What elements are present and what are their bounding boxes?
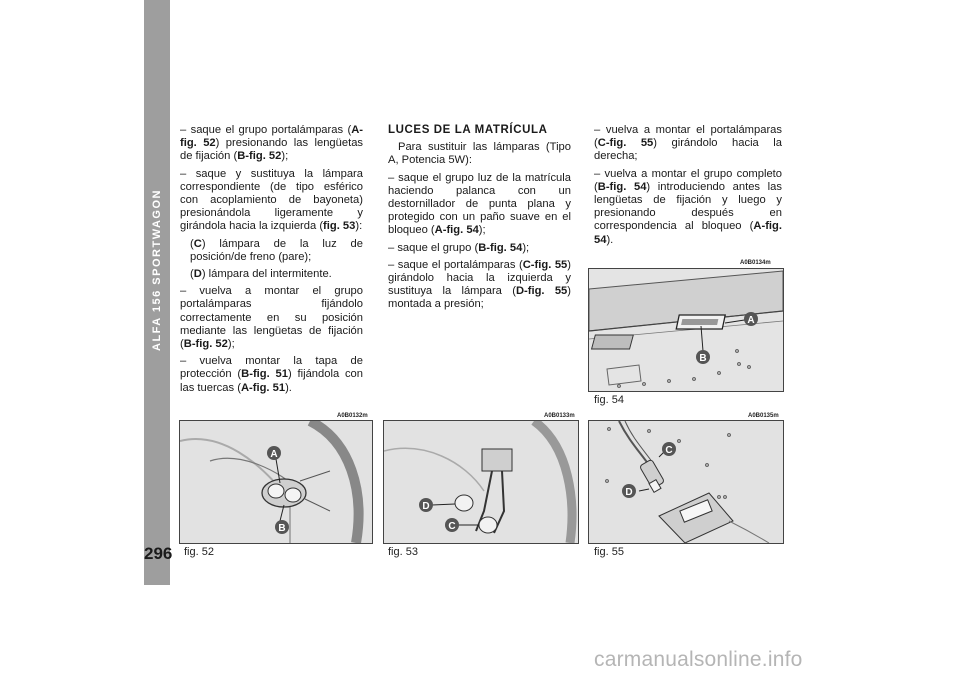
paragraph: – saque el portalámparas (C-fig. 55) girándolo hacia la izquierda y sustituya la lámpara (D-fig. 55) montada a presión;: [388, 258, 572, 311]
svg-text:B: B: [278, 523, 286, 534]
svg-text:C: C: [448, 521, 456, 532]
license-plate-light-illustration: [589, 269, 783, 391]
paragraph: – vuelva a montar el grupo completo (B-fig. 54) introduciendo antes las lengüetas de fijación y luego y presionando después en correspondencia al bloqueo (A-fig. 54).: [594, 167, 782, 246]
svg-text:B: B: [699, 353, 707, 364]
paragraph: (C) lámpara de la luz de posición/de freno (pare);: [190, 237, 363, 263]
svg-text:A: A: [270, 449, 278, 460]
paragraph: – saque el grupo luz de la matrícula haciendo palanca con un destornillador de punta plana y protegido con un paño suave en el bloqueo (A-fig. 54);: [388, 171, 571, 237]
figure-55: [588, 420, 784, 544]
paragraph: – vuelva montar la tapa de protección (B-fig. 51) fijándola con las tuercas (A-fig. 51).: [180, 355, 363, 394]
sidebar-title-text: ALFA 156 SPORTWAGON: [151, 189, 164, 351]
page-number: 296: [144, 544, 173, 563]
text-column-1: [180, 124, 363, 399]
figure-code: A0B0134m: [740, 260, 771, 266]
paragraph: – saque y sustituya la lámpara correspondiente (de tipo esférico con acoplamiento de bayoneta) presionándola ligeramente y girándola hacia la izquierda (fig. 53):: [180, 167, 363, 233]
figure-code: A0B0135m: [748, 413, 779, 419]
svg-text:D: D: [422, 501, 430, 512]
figure-53: [383, 420, 579, 544]
sidebar-title: [144, 120, 170, 420]
text-column-3: [594, 124, 782, 251]
paragraph: – saque el grupo (B-fig. 54);: [388, 241, 530, 254]
paragraph: – vuelva a montar el grupo portalámparas fijándolo correctamente en su posición mediante las lengüetas de fijación (B-fig. 52);: [180, 285, 363, 351]
figure-52: [179, 420, 373, 544]
sidebar-band: [144, 0, 170, 585]
figure-caption: fig. 52: [184, 546, 214, 558]
rear-light-holder-illustration: [180, 421, 372, 543]
figure-code: A0B0132m: [337, 413, 368, 419]
paragraph: – saque el grupo portalámparas (A-fig. 52) presionando las lengüetas de fijación (B-fig. 52);: [180, 124, 364, 163]
watermark[interactable]: carmanualsonline.info: [594, 648, 803, 671]
paragraph: Para sustituir las lámparas (Tipo A, Potencia 5W):: [388, 141, 571, 167]
figure-code: A0B0133m: [544, 413, 575, 419]
bulb-holder-illustration: [384, 421, 578, 543]
figure-caption: fig. 55: [594, 546, 624, 558]
section-heading: LUCES DE LA MATRÍCULA: [388, 124, 548, 136]
figure-caption: fig. 54: [594, 394, 624, 406]
figure-54: [588, 268, 784, 392]
paragraph: – vuelva a montar el portalámparas (C-fig. 55) girándolo hacia la derecha;: [594, 124, 782, 163]
paragraph: (D) lámpara del intermitente.: [190, 268, 332, 281]
svg-text:D: D: [625, 487, 633, 498]
svg-text:C: C: [665, 445, 673, 456]
figure-caption: fig. 53: [388, 546, 418, 558]
svg-text:A: A: [747, 315, 755, 326]
text-column-2: [388, 124, 571, 316]
license-bulb-replacement-illustration: [589, 421, 783, 543]
